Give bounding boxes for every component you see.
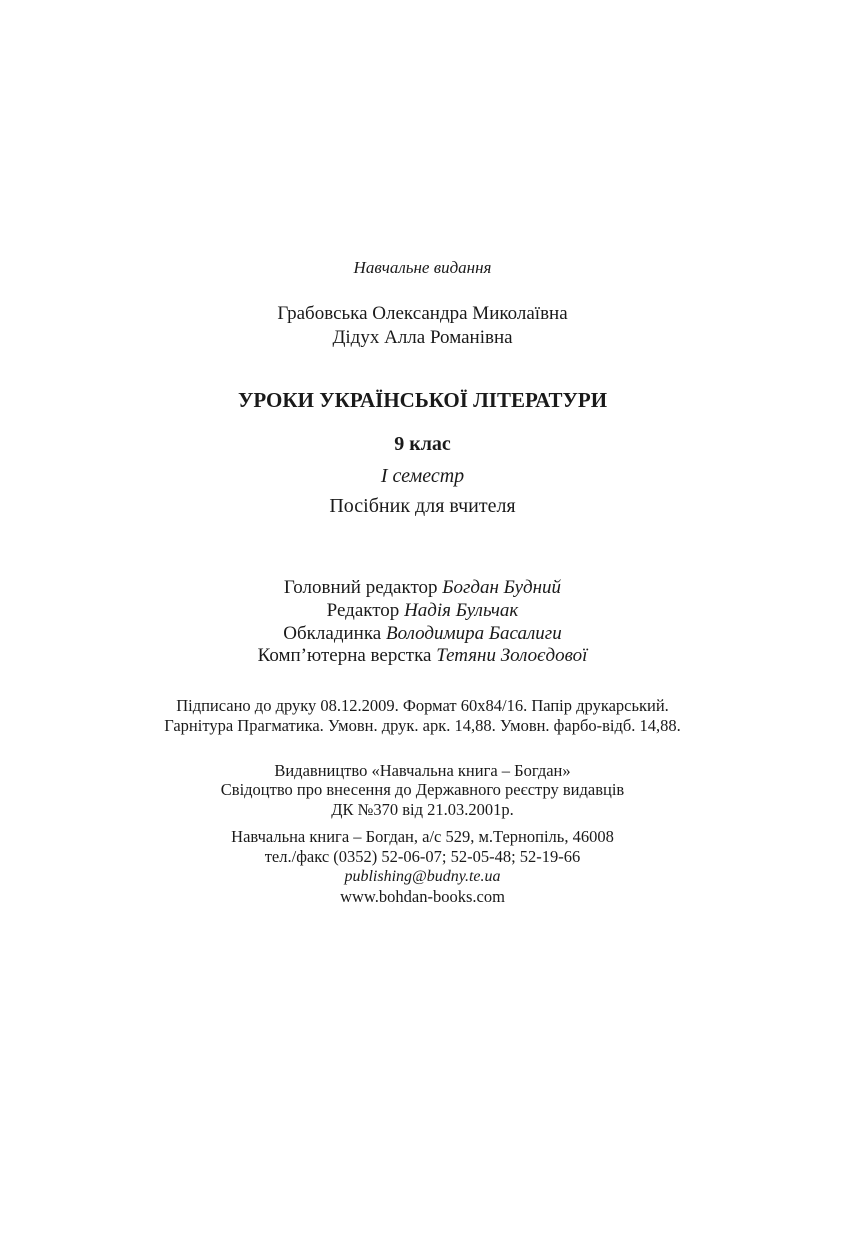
publisher-name: Видавництво «Навчальна книга – Богдан» — [274, 761, 571, 780]
credit-role: Головний редактор — [283, 577, 443, 598]
publisher-certificate: Свідоцтво про внесення до Державного реєстру видавців — [220, 780, 625, 799]
credit-cover — [0, 624, 845, 643]
print-info-line: Гарнітура Прагматика. Умовн. друк. арк. 14,88. Умовн. фарбо-відб. 14,88. — [164, 716, 681, 735]
credit-role: Обкладинка — [283, 623, 386, 644]
book-title: УРОКИ УКРАЇНСЬКОЇ ЛІТЕРАТУРИ — [237, 388, 608, 412]
publisher-address: Навчальна книга – Богдан, а/с 529, м.Тернопіль, 46008 — [231, 827, 614, 846]
print-info-line: Підписано до друку 08.12.2009. Формат 60х84/16. Папір друкарський. — [176, 696, 669, 715]
credit-editor — [0, 601, 845, 620]
author-name: Дідух Алла Романівна — [332, 327, 513, 348]
credit-role: Комп’ютерна верстка — [257, 645, 437, 666]
author-name: Грабовська Олександра Миколаївна — [277, 303, 568, 324]
credit-person: Володимира Басалиги — [385, 623, 562, 644]
credit-role: Редактор — [326, 600, 405, 621]
grade-label: 9 клас — [394, 433, 451, 455]
credit-person: Надія Бульчак — [404, 600, 519, 621]
publisher-email: publishing@budny.te.ua — [344, 868, 501, 885]
edition-type: Навчальне видання — [353, 258, 492, 277]
semester-label: І семестр — [380, 465, 465, 487]
credit-layout — [0, 646, 845, 665]
credit-person: Богдан Будний — [442, 577, 562, 598]
publisher-certificate-number: ДК №370 від 21.03.2001р. — [331, 800, 514, 819]
publisher-phone: тел./факс (0352) 52-06-07; 52-05-48; 52-19-66 — [264, 847, 581, 866]
publisher-website: www.bohdan-books.com — [340, 887, 505, 906]
credit-person: Тетяни Золоєдової — [436, 645, 588, 666]
credit-chief-editor — [0, 578, 845, 597]
book-subtitle: Посібник для вчителя — [329, 495, 516, 517]
